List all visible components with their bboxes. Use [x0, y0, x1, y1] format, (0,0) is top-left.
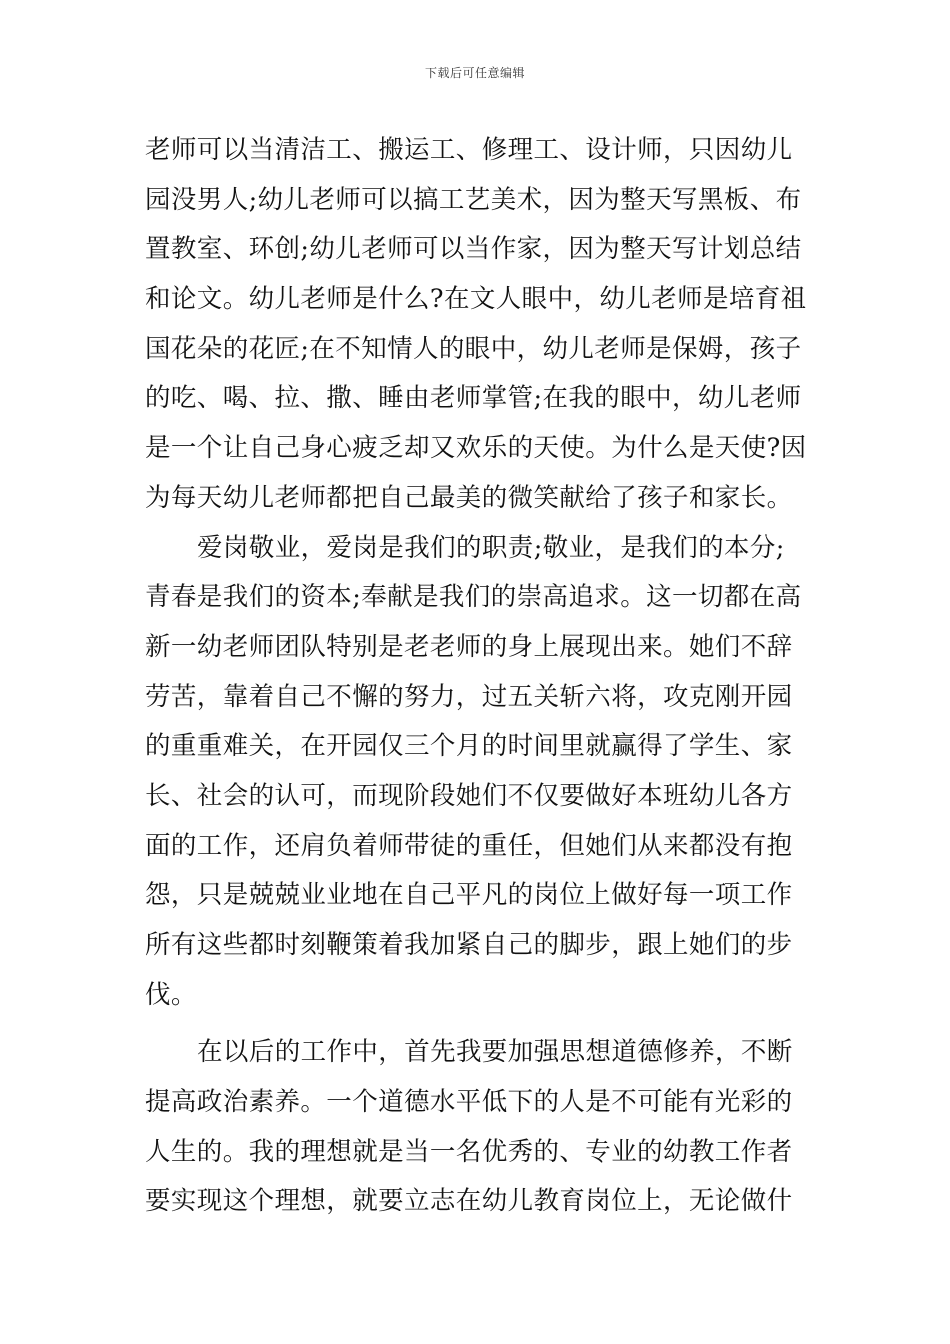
text-line: 的重重难关，在开园仅三个月的时间里就赢得了学生、家	[145, 731, 793, 762]
page-header: 下载后可任意编辑	[424, 66, 525, 80]
text-line: 为每天幼儿老师都把自己最美的微笑献给了孩子和家长。	[145, 482, 793, 513]
text-line: 面的工作，还肩负着师带徒的重任，但她们从来都没有抱	[145, 830, 793, 861]
text-line: 老师可以当清洁工、搬运工、修理工、设计师，只因幼儿	[145, 135, 793, 165]
text-line: 要实现这个理想，就要立志在幼儿教育岗位上，无论做什	[145, 1186, 793, 1217]
text-line: 爱岗敬业，爱岗是我们的职责;敬业，是我们的本分;	[197, 532, 785, 563]
text-line: 国花朵的花匠;在不知情人的眼中，幼儿老师是保姆，孩子	[145, 333, 802, 364]
text-line: 长、社会的认可，而现阶段她们不仅要做好本班幼儿各方	[145, 780, 793, 811]
paragraph-2	[145, 524, 808, 1021]
text-line: 园没男人;幼儿老师可以搞工艺美术，因为整天写黑板、布	[145, 184, 802, 215]
text-line: 在以后的工作中，首先我要加强思想道德修养，不断	[197, 1037, 793, 1068]
text-line: 和论文。幼儿老师是什么?在文人眼中，幼儿老师是培育祖	[145, 284, 807, 315]
text-line: 的吃、喝、拉、撒、睡由老师掌管;在我的眼中，幼儿老师	[145, 383, 802, 414]
text-line: 所有这些都时刻鞭策着我加紧自己的脚步，跟上她们的步	[145, 930, 793, 960]
paragraph-3	[145, 1028, 808, 1227]
text-line: 置教室、环创;幼儿老师可以当作家，因为整天写计划总结	[145, 234, 802, 265]
text-line: 是一个让自己身心疲乏却又欢乐的天使。为什么是天使?因	[145, 433, 807, 464]
text-line: 人生的。我的理想就是当一名优秀的、专业的幼教工作者	[145, 1136, 793, 1167]
document-body	[145, 126, 808, 1227]
paragraph-spacer	[145, 1020, 808, 1028]
text-line: 青春是我们的资本;奉献是我们的崇高追求。这一切都在高	[145, 582, 802, 613]
paragraph-1	[145, 126, 808, 524]
text-line: 劳苦，靠着自己不懈的努力，过五关斩六将，攻克刚开园	[145, 681, 793, 712]
text-line: 怨，只是兢兢业业地在自己平凡的岗位上做好每一项工作	[145, 880, 793, 911]
text-line: 新一幼老师团队特别是老老师的身上展现出来。她们不辞	[145, 631, 793, 662]
text-line: 提高政治素养。一个道德水平低下的人是不可能有光彩的	[145, 1087, 793, 1118]
text-line: 伐。	[145, 979, 197, 1010]
